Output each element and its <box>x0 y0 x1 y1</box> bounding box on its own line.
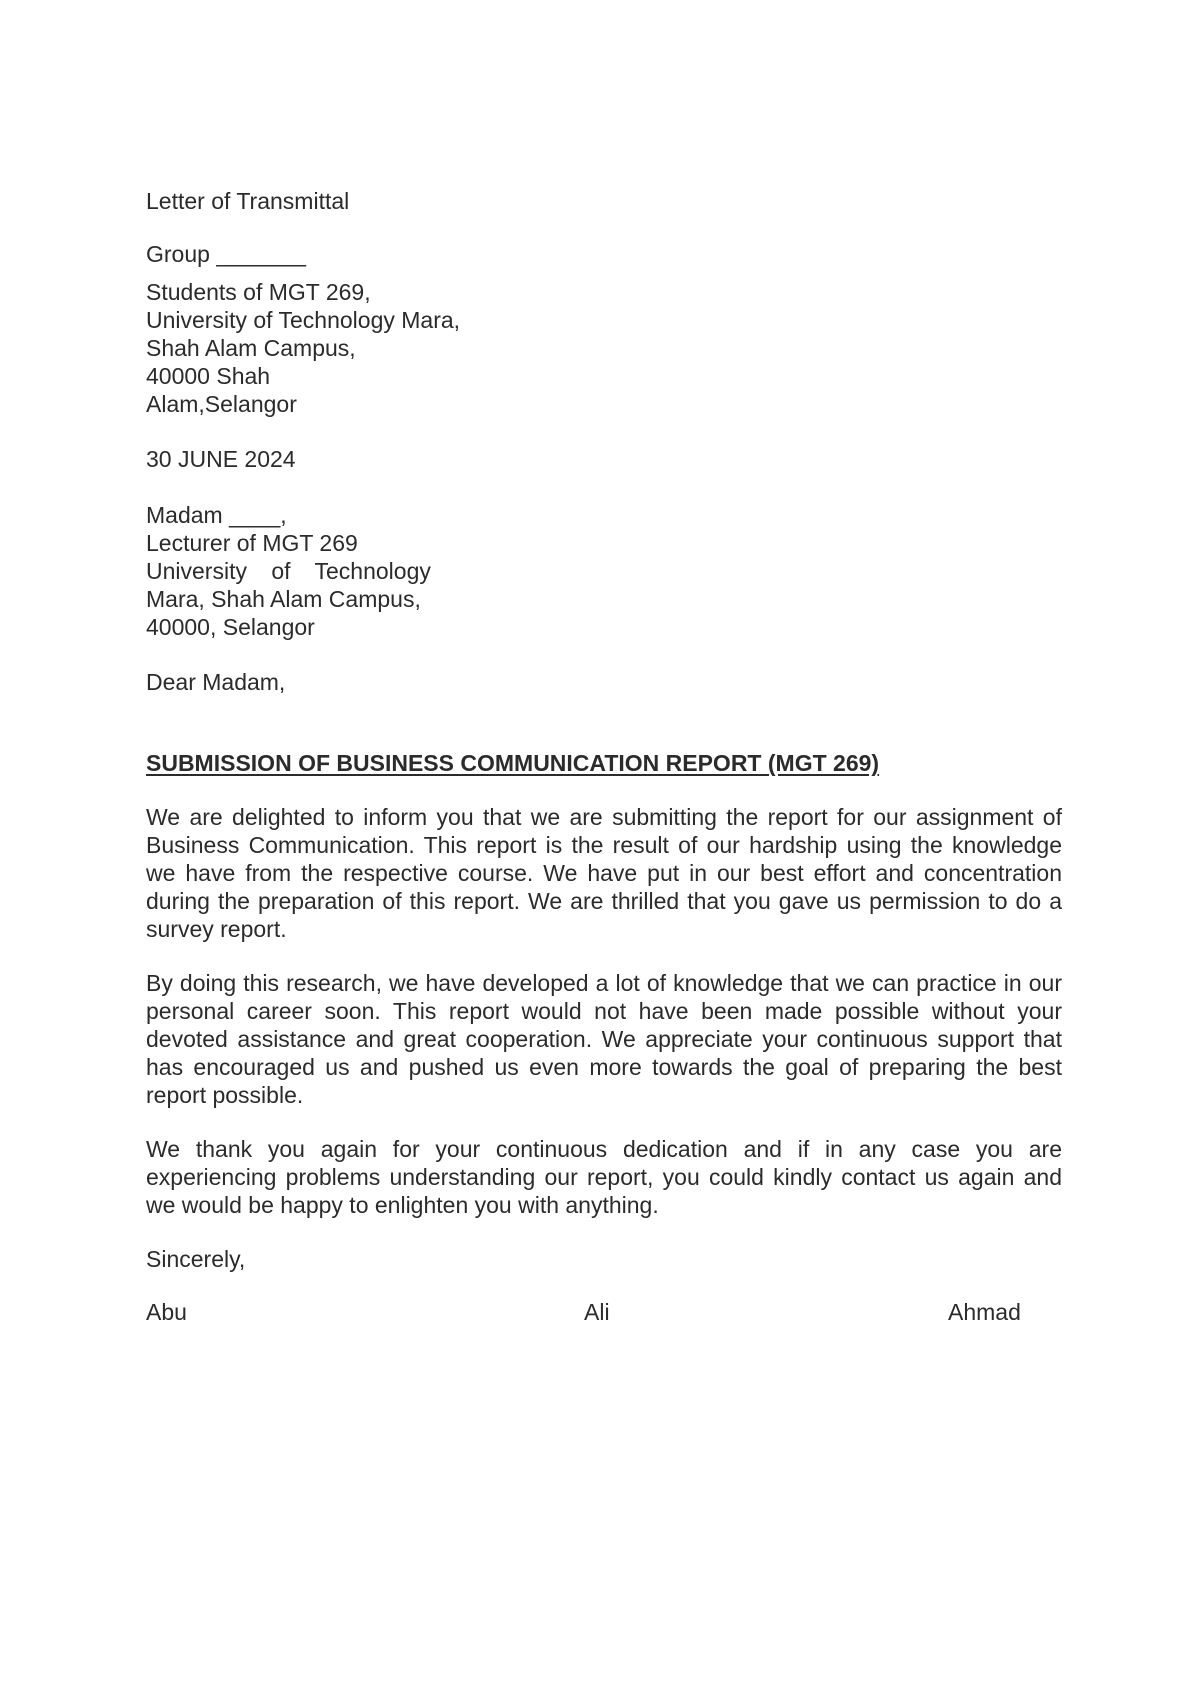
body-paragraph-1: We are delighted to inform you that we are submitting the report for our assignment of Business Communication. This report is the result of our hardship using the knowledge we have from the respective course. We have put in our best effort and concentration during the preparation of this report. We are thrilled that you gave us permission to do a survey report. <box>146 804 1062 942</box>
sender-address <box>146 278 1062 418</box>
closing <box>146 1245 1062 1273</box>
signatory-name: Ahmad <box>948 1299 1021 1325</box>
document-title <box>146 187 1062 215</box>
recipient-address-line: 40000, Selangor <box>146 614 315 640</box>
recipient-address-line: Mara, Shah Alam Campus, <box>146 586 421 612</box>
sender-address-line: 40000 Shah <box>146 363 271 389</box>
sender-address-line: University of Technology Mara, <box>146 307 461 333</box>
signatory-name: Abu <box>146 1299 187 1325</box>
subject-text: SUBMISSION OF BUSINESS COMMUNICATION REPORT (MGT 269) <box>146 750 880 776</box>
signatory-name: Ali <box>584 1299 610 1325</box>
recipient-address-line: Lecturer of MGT 269 <box>146 530 358 556</box>
salutation <box>146 668 1062 696</box>
salutation-text: Dear Madam, <box>146 669 286 695</box>
sender-address-line: Shah Alam Campus, <box>146 335 356 361</box>
group-text: Group _______ <box>146 241 306 267</box>
date-text: 30 JUNE 2024 <box>146 446 296 472</box>
sender-address-line: Alam,Selangor <box>146 391 297 417</box>
recipient-address-line: University of Technology <box>146 558 431 584</box>
body-paragraph-3: We thank you again for your continuous dedication and if in any case you are experiencing problems understanding our report, you could kindly contact us again and we would be happy to enlighten you with anything. <box>146 1136 1062 1218</box>
recipient-address <box>146 501 1062 641</box>
title-text: Letter of Transmittal <box>146 188 350 214</box>
group-line <box>146 240 1062 268</box>
subject-heading <box>146 749 1062 777</box>
recipient-address-line: Madam ____, <box>146 502 287 528</box>
sender-address-line: Students of MGT 269, <box>146 279 371 305</box>
closing-text: Sincerely, <box>146 1246 246 1272</box>
body-paragraph-2: By doing this research, we have developed a lot of knowledge that we can practice in our personal career soon. This report would not have been made possible without your devoted assistance and great cooperation. We appreciate your continuous support that has encouraged us and pushed us even more towards the goal of preparing the best report possible. <box>146 970 1062 1108</box>
letter-date <box>146 445 1062 473</box>
